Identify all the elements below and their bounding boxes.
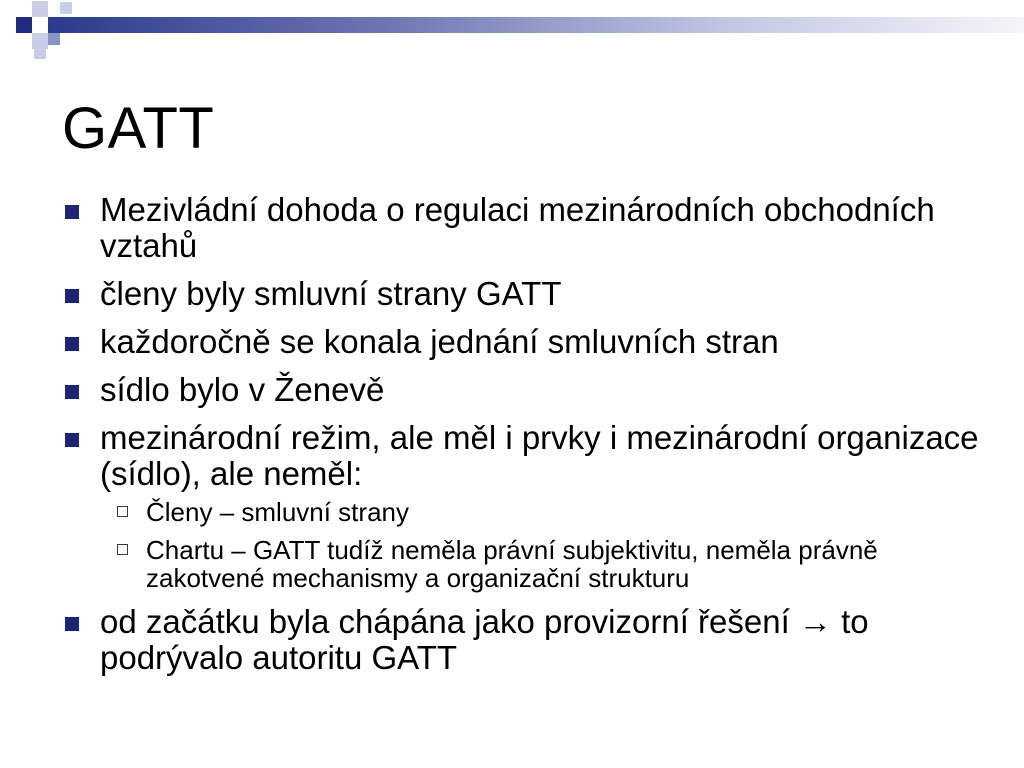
sub-list-item [100, 536, 1000, 592]
slide-content [60, 192, 1000, 688]
sub-list-item-text: Chartu – GATT tudíž neměla právní subjektivitu, neměla právně zakotvené mechanismy a organizační strukturu [146, 535, 878, 593]
decor-square [16, 17, 32, 33]
square-bullet-icon [65, 337, 79, 351]
decor-square [32, 1, 48, 17]
list-item [60, 372, 1000, 408]
list-item [60, 324, 1000, 360]
bullet-list [60, 192, 1000, 676]
decor-square [60, 2, 72, 14]
decor-square [48, 33, 60, 45]
list-item-text: od začátku byla chápána jako provizorní řešení → to podrývalo autoritu GATT [100, 603, 869, 676]
list-item-text: členy byly smluvní strany GATT [100, 275, 562, 312]
slide-title: GATT [62, 96, 215, 161]
sub-list-item [100, 498, 1000, 526]
header-gradient-bar [48, 17, 1024, 33]
square-bullet-icon [65, 433, 79, 447]
square-bullet-icon [65, 385, 79, 399]
list-item [60, 420, 1000, 592]
list-item-text: každoročně se konala jednání smluvních stran [100, 323, 779, 360]
square-bullet-icon [65, 617, 79, 631]
hollow-square-bullet-icon [117, 506, 128, 517]
list-item-text: mezinárodní režim, ale měl i prvky i mezinárodní organizace (sídlo), ale neměl: [100, 419, 979, 492]
list-item [60, 276, 1000, 312]
square-bullet-icon [65, 289, 79, 303]
sub-bullet-list [100, 498, 1000, 592]
decor-square [34, 47, 46, 59]
header-decoration [0, 0, 1024, 70]
list-item-text: sídlo bylo v Ženevě [100, 371, 385, 408]
hollow-square-bullet-icon [117, 544, 128, 555]
list-item-text: Mezivládní dohoda o regulaci mezinárodních obchodních vztahů [100, 191, 935, 264]
list-item [60, 192, 1000, 264]
square-bullet-icon [65, 205, 79, 219]
list-item [60, 604, 1000, 676]
sub-list-item-text: Členy – smluvní strany [146, 497, 409, 527]
